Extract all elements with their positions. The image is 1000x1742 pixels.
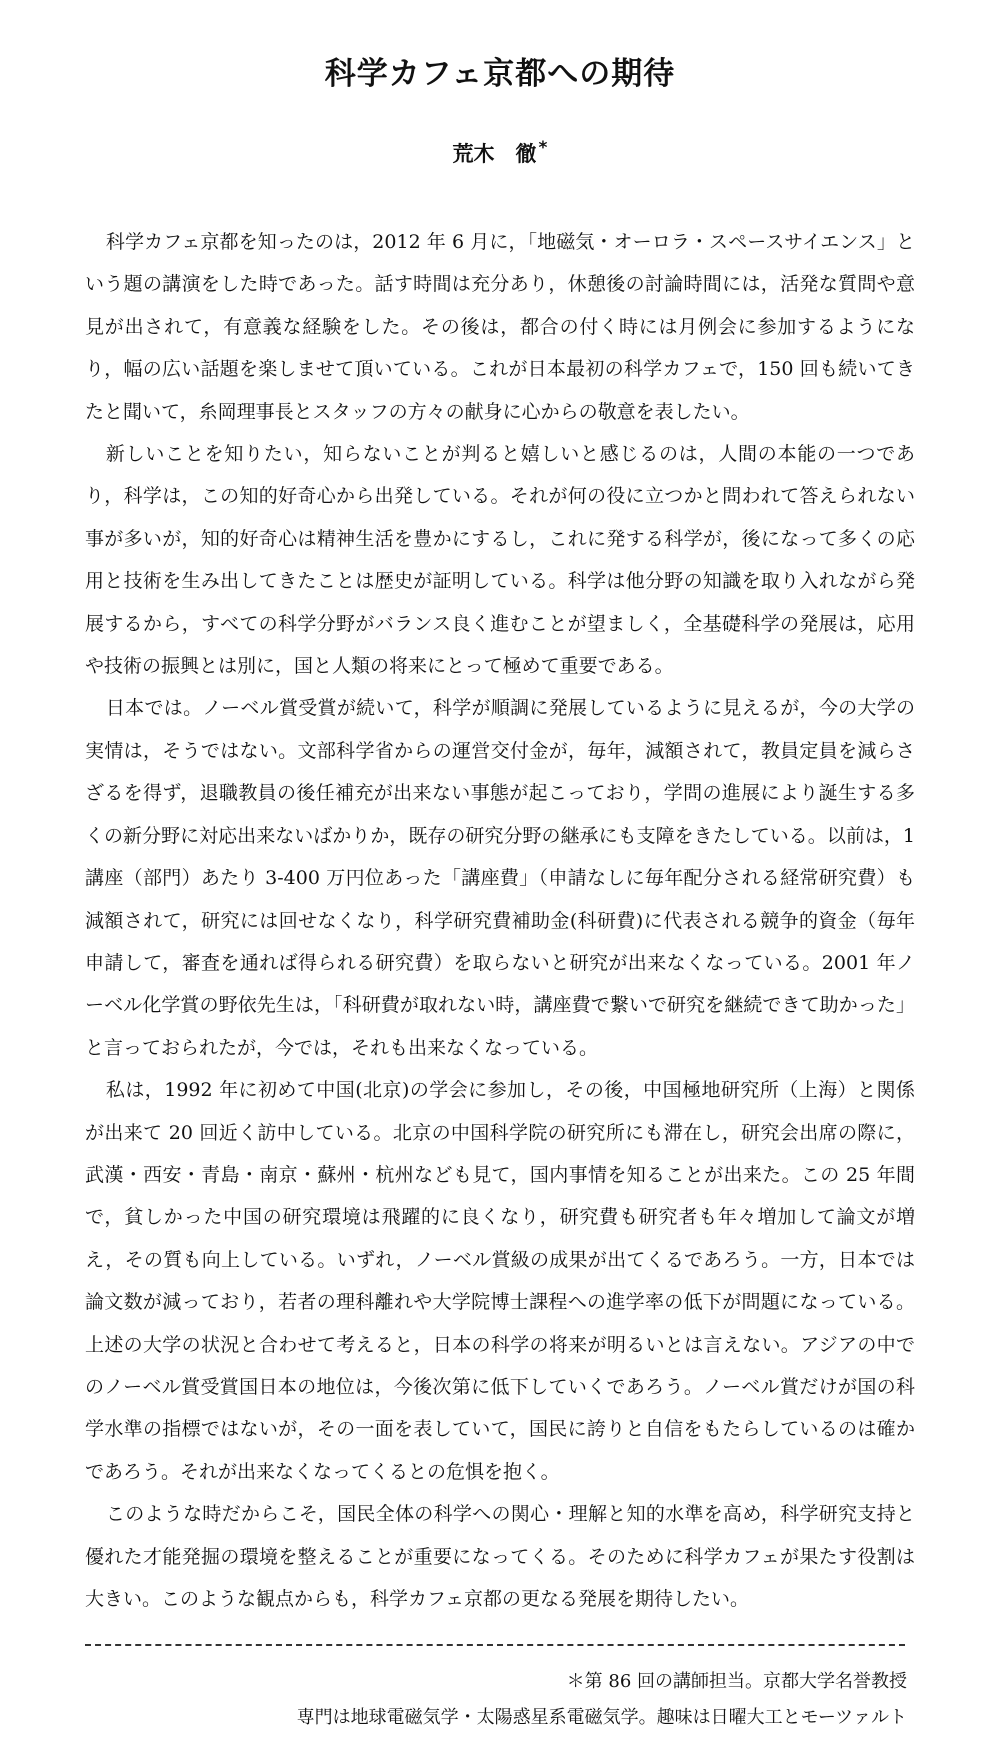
footnote-line-2: 専門は地球電磁気学・太陽惑星系電磁気学。趣味は日曜大工とモーツァルト <box>296 1707 907 1729</box>
author-name: 荒木 徹 <box>452 142 537 166</box>
paragraph-5: このような時だからこそ，国民全体の科学への関心・理解と知的水準を高め，科学研究支持と優れた才能発掘の環境を整えることが重要になってくる。そのために科学カフェが果たす役割は大きい。このような観点からも，科学カフェ京都の更なる発展を期待したい。 <box>85 1503 915 1610</box>
document-title: 科学カフェ京都への期待 <box>324 56 676 92</box>
essay-body <box>85 221 915 1620</box>
author-footnote <box>85 1664 915 1736</box>
footnote-divider <box>85 1644 905 1646</box>
paragraph-4: 私は，1992 年に初めて中国(北京)の学会に参加し，その後，中国極地研究所（上海）と関係が出来て 20 回近く訪中している。北京の中国科学院の研究所にも滞在し，研究会出席の際に，武漢・西安・青島・南京・蘇州・杭州なども見て，国内事情を知ることが出来た。この 25 年間で，貧しかった中国の研究環境は飛躍的に良くなり，研究費も研究者も年々増加して論文が増え，その質も向上している。いずれ，ノーベル賞級の成果が出てくるであろう。一方，日本では論文数が減っており，若者の理科離れや大学院博士課程への進学率の低下が問題になっている。上述の大学の状況と合わせて考えると，日本の科学の将来が明るいとは言えない。アジアの中でのノーベル賞受賞国日本の地位は，今後次第に低下していくであろう。ノーベル賞だけが国の科学水準の指標ではないが，その一面を表していて，国民に誇りと自信をもたらしているのは確かであろう。それが出来なくなってくるとの危惧を抱く。 <box>85 1079 915 1483</box>
paragraph-2: 新しいことを知りたい，知らないことが判ると嬉しいと感じるのは，人間の本能の一つであり，科学は，この知的好奇心から出発している。それが何の役に立つかと問われて答えられない事が多いが，知的好奇心は精神生活を豊かにするし，これに発する科学が，後になって多くの応用と技術を生み出してきたことは歴史が証明している。科学は他分野の知識を取り入れながら発展するから，すべての科学分野がバランス良く進むことが望ましく，全基礎科学の発展は，応用や技術の振興とは別に，国と人類の将来にとって極めて重要である。 <box>85 443 915 678</box>
paragraph-3: 日本では。ノーベル賞受賞が続いて，科学が順調に発展しているように見えるが，今の大学の実情は，そうではない。文部科学省からの運営交付金が，毎年，減額されて，教員定員を減らさざるを得ず，退職教員の後任補充が出来ない事態が起こっており，学問の進展により誕生する多くの新分野に対応出来ないばかりか，既存の研究分野の継承にも支障をきたしている。以前は，1 講座（部門）あたり 3-400 万円位あった「講座費」（申請なしに毎年配分される経常研究費）も減額されて，研究には回せなくなり，科学研究費補助金(科研費)に代表される競争的資金（毎年申請して，審査を通れば得られる研究費）を取らないと研究が出来なくなっている。2001 年ノーベル化学賞の野依先生は，「科研費が取れない時，講座費で繋いで研究を継続できて助かった」と言っておられたが，今では，それも出来なくなっている。 <box>85 697 915 1059</box>
author-line <box>85 133 915 169</box>
paragraph-1: 科学カフェ京都を知ったのは，2012 年 6 月に，「地磁気・オーロラ・スペースサイエンス」という題の講演をした時であった。話す時間は充分あり，休憩後の討論時間には，活発な質問や意見が出されて，有意義な経験をした。その後は，都合の付く時には月例会に参加するようになり，幅の広い話題を楽しませて頂いている。これが日本最初の科学カフェで，150 回も続いてきたと聞いて，糸岡理事長とスタッフの方々の献身に心からの敬意を表したい。 <box>85 231 915 423</box>
author-footnote-mark: * <box>538 138 548 158</box>
footnote-line-1: ＊第 86 回の講師担当。京都大学名誉教授 <box>566 1671 907 1693</box>
